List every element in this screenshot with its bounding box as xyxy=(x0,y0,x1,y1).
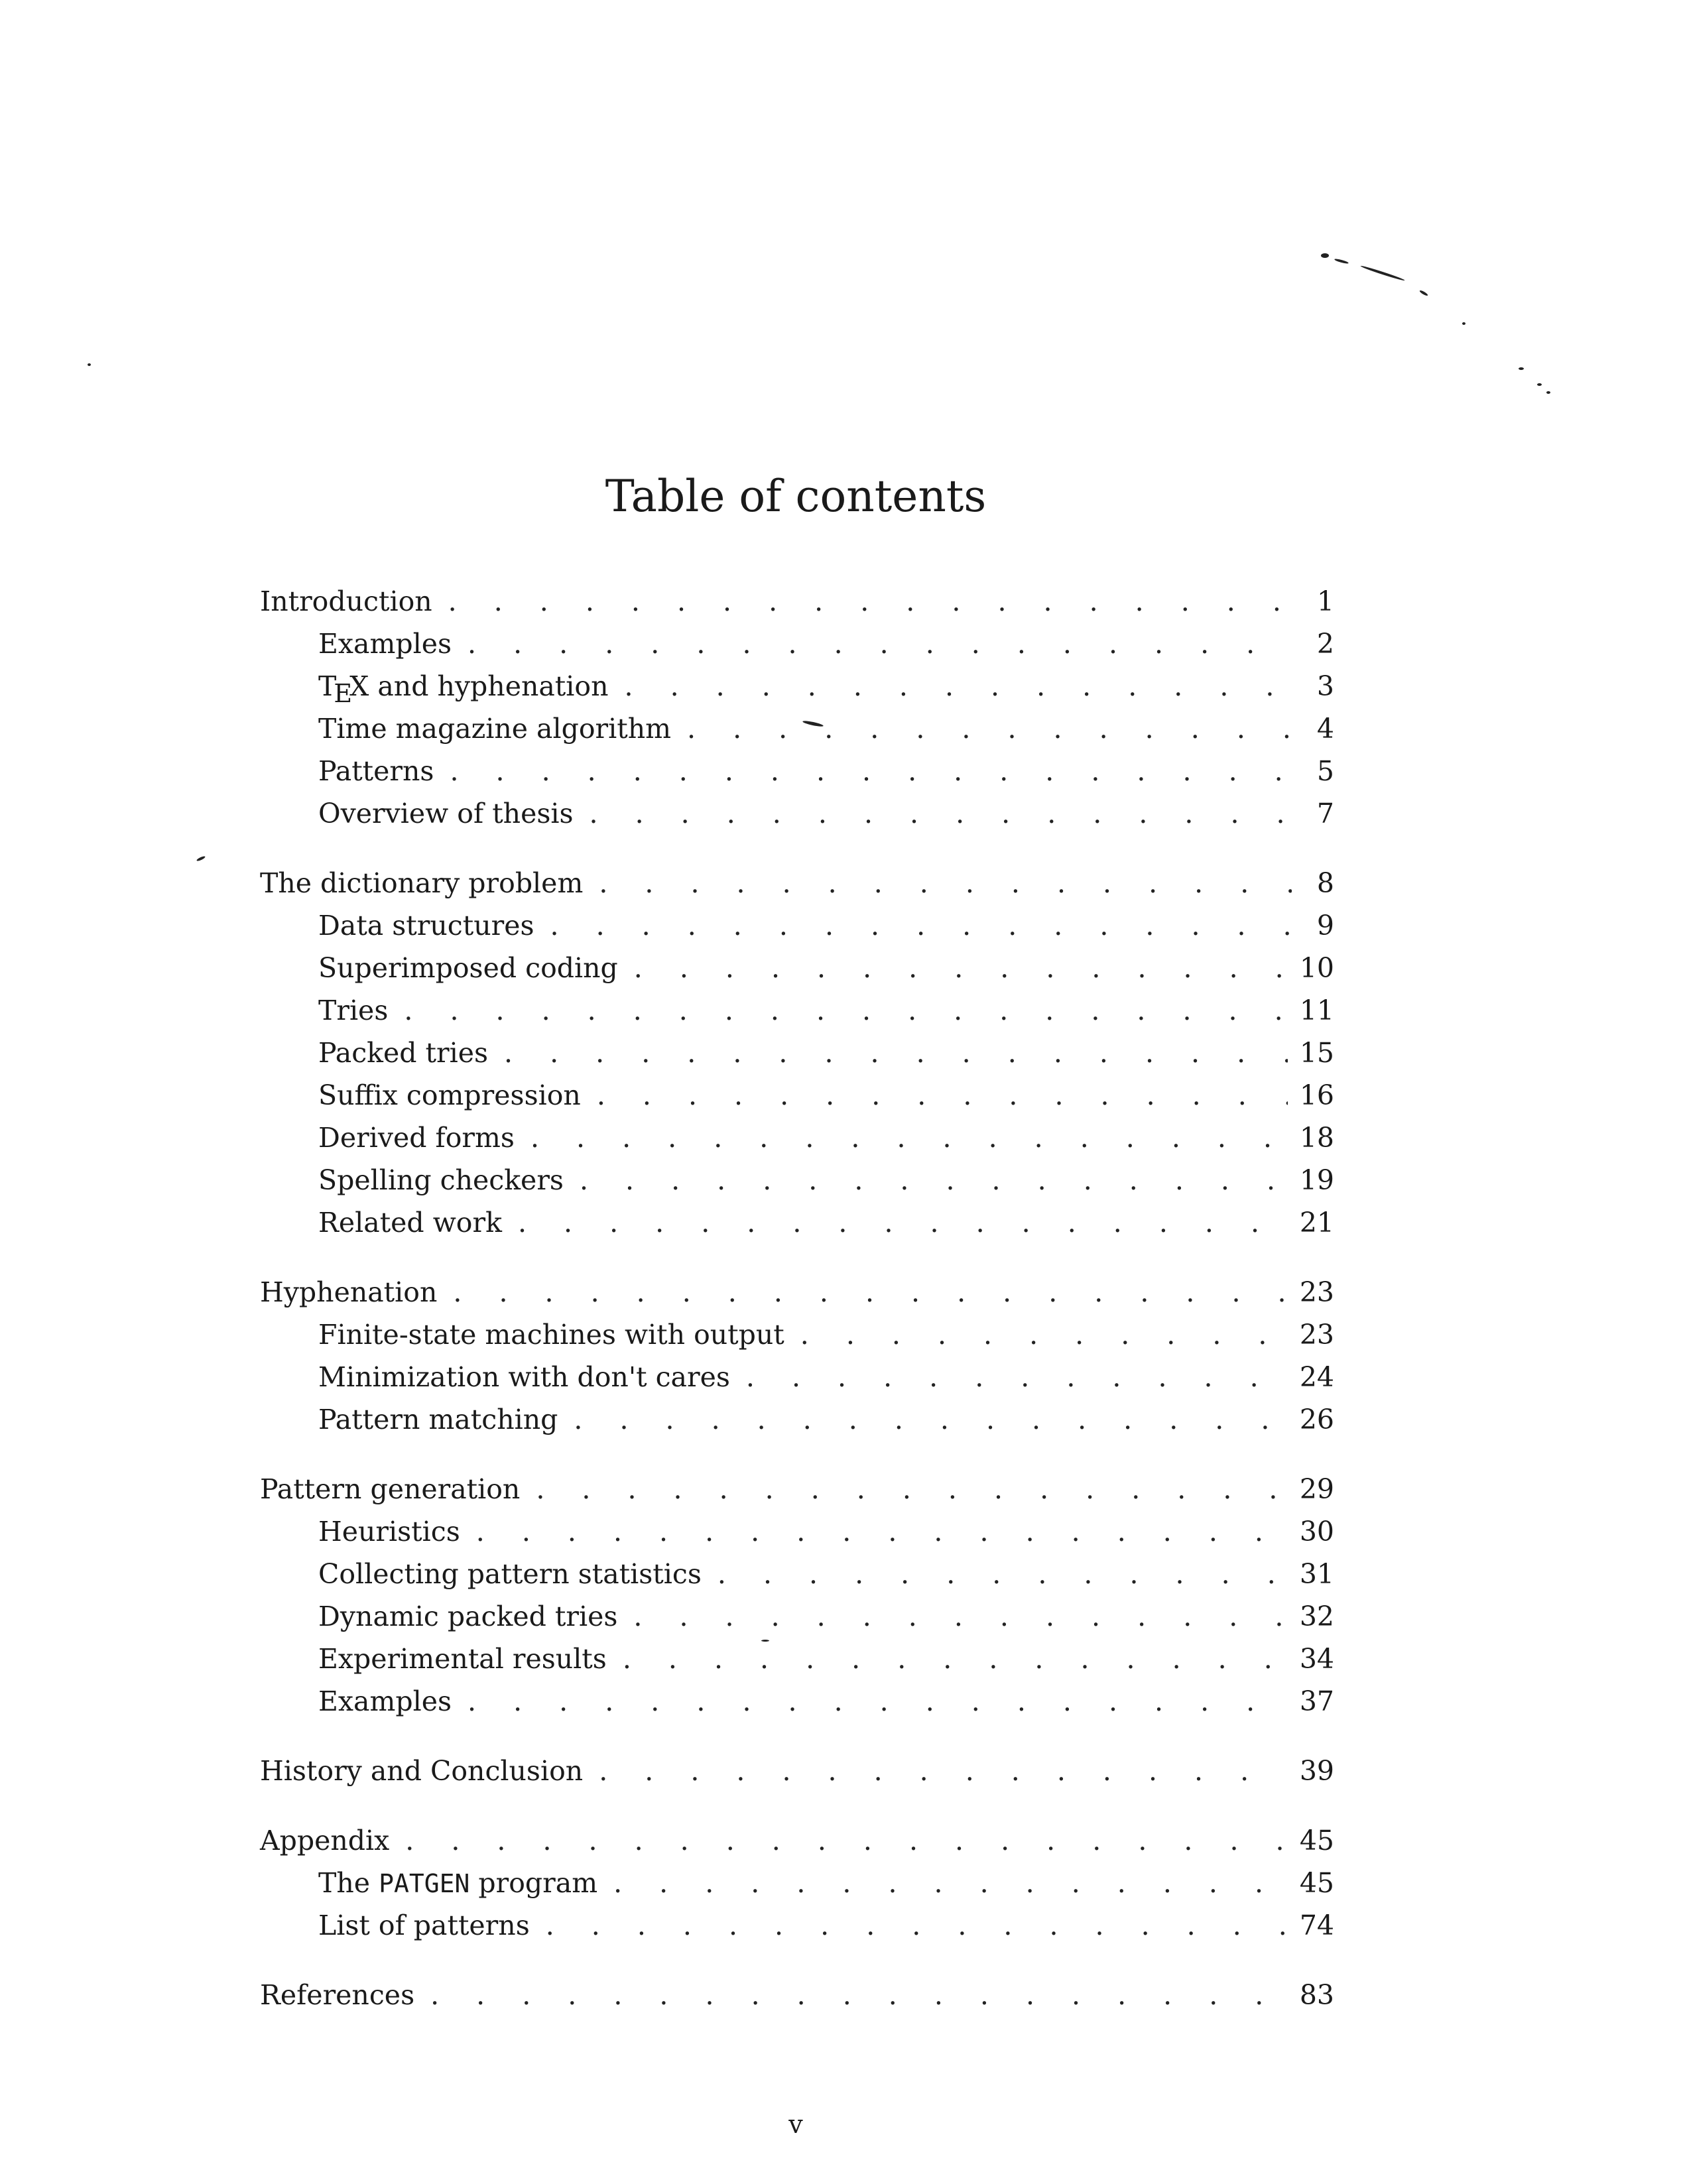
dot-leader xyxy=(590,792,1292,835)
toc-section-history-and-conclusion xyxy=(260,1750,1334,1792)
entry-page-number: 9 xyxy=(1316,910,1334,941)
tex-logo-x: X xyxy=(349,670,369,702)
entry-title: Appendix xyxy=(260,1825,390,1856)
entry-title: Derived forms xyxy=(318,1122,515,1154)
entry-title: Hyphenation xyxy=(260,1276,438,1308)
dot-leader xyxy=(746,1356,1288,1398)
entry-page-number: 30 xyxy=(1299,1516,1334,1547)
entry-page-number: 39 xyxy=(1299,1755,1334,1787)
entry-title: Dynamic packed tries xyxy=(318,1601,618,1632)
entry-page-number: 29 xyxy=(1299,1473,1334,1505)
table-of-contents xyxy=(260,580,1334,2043)
entry-page-number: 15 xyxy=(1299,1037,1334,1069)
toc-entry-finite-state-machines xyxy=(260,1313,1334,1356)
toc-entry-tex-and-hyphenation xyxy=(260,665,1334,707)
scan-speck xyxy=(88,363,91,366)
dot-leader xyxy=(530,1117,1288,1159)
entry-page-number: 31 xyxy=(1299,1558,1334,1590)
page-title: Table of contents xyxy=(605,471,987,522)
entry-title: Collecting pattern statistics xyxy=(318,1558,702,1590)
entry-page-number: 5 xyxy=(1316,755,1334,787)
toc-section-references xyxy=(260,1974,1334,2016)
entry-title: Heuristics xyxy=(318,1516,460,1547)
entry-title: History and Conclusion xyxy=(260,1755,584,1787)
toc-entry-superimposed-coding xyxy=(260,947,1334,989)
dot-leader xyxy=(546,1904,1288,1947)
dot-leader xyxy=(597,1074,1288,1117)
entry-page-number: 24 xyxy=(1299,1361,1334,1393)
dot-leader xyxy=(580,1159,1288,1201)
toc-entry-patgen-program xyxy=(260,1862,1334,1904)
toc-entry-appendix xyxy=(260,1819,1334,1862)
toc-entry-heuristics xyxy=(260,1510,1334,1553)
toc-section-hyphenation xyxy=(260,1271,1334,1441)
dot-leader xyxy=(405,1819,1288,1862)
entry-page-number: 23 xyxy=(1299,1319,1334,1351)
dot-leader xyxy=(404,989,1287,1032)
scan-speck xyxy=(1462,322,1465,325)
entry-title: Spelling checkers xyxy=(318,1164,564,1196)
entry-page-number: 34 xyxy=(1299,1643,1334,1675)
dot-leader xyxy=(800,1313,1288,1356)
toc-entry-examples-2 xyxy=(260,1680,1334,1723)
toc-entry-suffix-compression xyxy=(260,1074,1334,1117)
entry-page-number: 18 xyxy=(1299,1122,1334,1154)
dot-leader xyxy=(504,1032,1288,1074)
tex-logo-e: E xyxy=(334,679,353,708)
toc-entry-related-work xyxy=(260,1201,1334,1244)
entry-title: Pattern generation xyxy=(260,1473,521,1505)
dot-leader xyxy=(634,947,1288,989)
entry-title: Superimposed coding xyxy=(318,952,618,984)
toc-entry-list-of-patterns xyxy=(260,1904,1334,1947)
dot-leader xyxy=(687,707,1292,750)
entry-title: Time magazine algorithm xyxy=(318,713,672,745)
toc-entry-derived-forms xyxy=(260,1117,1334,1159)
dot-leader xyxy=(468,1680,1288,1723)
entry-page-number: 45 xyxy=(1299,1825,1334,1856)
dot-leader xyxy=(717,1553,1288,1595)
scan-speck xyxy=(1537,383,1542,386)
scan-speck xyxy=(1334,258,1349,265)
toc-entry-hyphenation xyxy=(260,1271,1334,1313)
entry-title-post: program xyxy=(469,1867,598,1899)
entry-title: Experimental results xyxy=(318,1643,607,1675)
dot-leader xyxy=(476,1510,1288,1553)
entry-title: Examples xyxy=(318,1685,452,1717)
entry-title: Suffix compression xyxy=(318,1079,581,1111)
scan-speck xyxy=(1360,265,1405,281)
entry-title xyxy=(318,665,625,708)
dot-leader xyxy=(518,1201,1288,1244)
dot-leader xyxy=(599,862,1292,904)
tex-logo-t: T xyxy=(318,670,337,702)
toc-entry-examples xyxy=(260,623,1334,665)
entry-title: Finite-state machines with output xyxy=(318,1319,784,1351)
entry-title: List of patterns xyxy=(318,1910,530,1941)
dot-leader xyxy=(633,1595,1287,1638)
entry-page-number: 3 xyxy=(1316,670,1334,702)
entry-page-number: 7 xyxy=(1316,798,1334,829)
entry-page-number: 23 xyxy=(1299,1276,1334,1308)
entry-page-number: 37 xyxy=(1299,1685,1334,1717)
toc-section-appendix xyxy=(260,1819,1334,1947)
entry-page-number: 4 xyxy=(1316,713,1334,745)
entry-page-number: 32 xyxy=(1299,1601,1334,1632)
toc-entry-introduction xyxy=(260,580,1334,623)
scan-speck xyxy=(1519,367,1524,370)
entry-page-number: 2 xyxy=(1316,628,1334,660)
toc-entry-time-magazine-algorithm xyxy=(260,707,1334,750)
dot-leader xyxy=(448,580,1292,623)
toc-entry-experimental-results xyxy=(260,1638,1334,1680)
entry-title-pre: The xyxy=(318,1867,379,1899)
entry-page-number: 19 xyxy=(1299,1164,1334,1196)
entry-page-number: 1 xyxy=(1316,585,1334,617)
toc-entry-collecting-pattern-statistics xyxy=(260,1553,1334,1595)
entry-title: Pattern matching xyxy=(318,1404,558,1435)
footer-page-number: v xyxy=(788,2110,803,2139)
toc-section-introduction xyxy=(260,580,1334,835)
entry-title: Overview of thesis xyxy=(318,798,574,829)
toc-entry-dictionary-problem xyxy=(260,862,1334,904)
entry-title: The dictionary problem xyxy=(260,867,584,899)
dot-leader xyxy=(550,904,1292,947)
entry-title-rest: and hyphenation xyxy=(369,670,609,702)
scan-speck xyxy=(1546,391,1550,394)
entry-page-number: 8 xyxy=(1316,867,1334,899)
toc-entry-pattern-matching xyxy=(260,1398,1334,1441)
toc-entry-dynamic-packed-tries xyxy=(260,1595,1334,1638)
scan-speck xyxy=(1321,253,1329,258)
entry-page-number: 16 xyxy=(1299,1079,1334,1111)
toc-section-pattern-generation xyxy=(260,1468,1334,1723)
entry-title: Examples xyxy=(318,628,452,660)
entry-page-number: 11 xyxy=(1299,995,1334,1026)
toc-entry-history-and-conclusion xyxy=(260,1750,1334,1792)
entry-title: References xyxy=(260,1979,415,2011)
entry-page-number: 74 xyxy=(1299,1910,1334,1941)
entry-title: Introduction xyxy=(260,585,432,617)
toc-entry-minimization xyxy=(260,1356,1334,1398)
scan-speck xyxy=(196,855,206,862)
entry-title: Packed tries xyxy=(318,1037,489,1069)
entry-page-number: 83 xyxy=(1299,1979,1334,2011)
toc-entry-spelling-checkers xyxy=(260,1159,1334,1201)
entry-title: Tries xyxy=(318,995,389,1026)
dot-leader xyxy=(599,1750,1288,1792)
dot-leader xyxy=(468,623,1292,665)
dot-leader xyxy=(453,1271,1287,1313)
entry-title-code: PATGEN xyxy=(379,1869,470,1898)
entry-title xyxy=(318,1862,613,1905)
entry-page-number: 45 xyxy=(1299,1867,1334,1899)
scan-speck xyxy=(761,1640,769,1642)
toc-entry-packed-tries xyxy=(260,1032,1334,1074)
scan-speck xyxy=(1419,290,1428,296)
toc-entry-references xyxy=(260,1974,1334,2016)
dot-leader xyxy=(574,1398,1287,1441)
entry-page-number: 26 xyxy=(1299,1404,1334,1435)
dot-leader xyxy=(613,1862,1288,1904)
dot-leader xyxy=(625,665,1292,707)
toc-entry-patterns xyxy=(260,750,1334,792)
dot-leader xyxy=(623,1638,1288,1680)
toc-entry-pattern-generation xyxy=(260,1468,1334,1510)
entry-title: Related work xyxy=(318,1207,502,1239)
dot-leader xyxy=(450,750,1292,792)
dot-leader xyxy=(536,1468,1287,1510)
toc-section-dictionary-problem xyxy=(260,862,1334,1244)
entry-page-number: 10 xyxy=(1299,952,1334,984)
dot-leader xyxy=(430,1974,1288,2016)
entry-title: Minimization with don't cares xyxy=(318,1361,730,1393)
entry-page-number: 21 xyxy=(1299,1207,1334,1239)
toc-entry-tries xyxy=(260,989,1334,1032)
entry-title: Patterns xyxy=(318,755,434,787)
toc-entry-overview-of-thesis xyxy=(260,792,1334,835)
entry-title: Data structures xyxy=(318,910,534,941)
toc-entry-data-structures xyxy=(260,904,1334,947)
